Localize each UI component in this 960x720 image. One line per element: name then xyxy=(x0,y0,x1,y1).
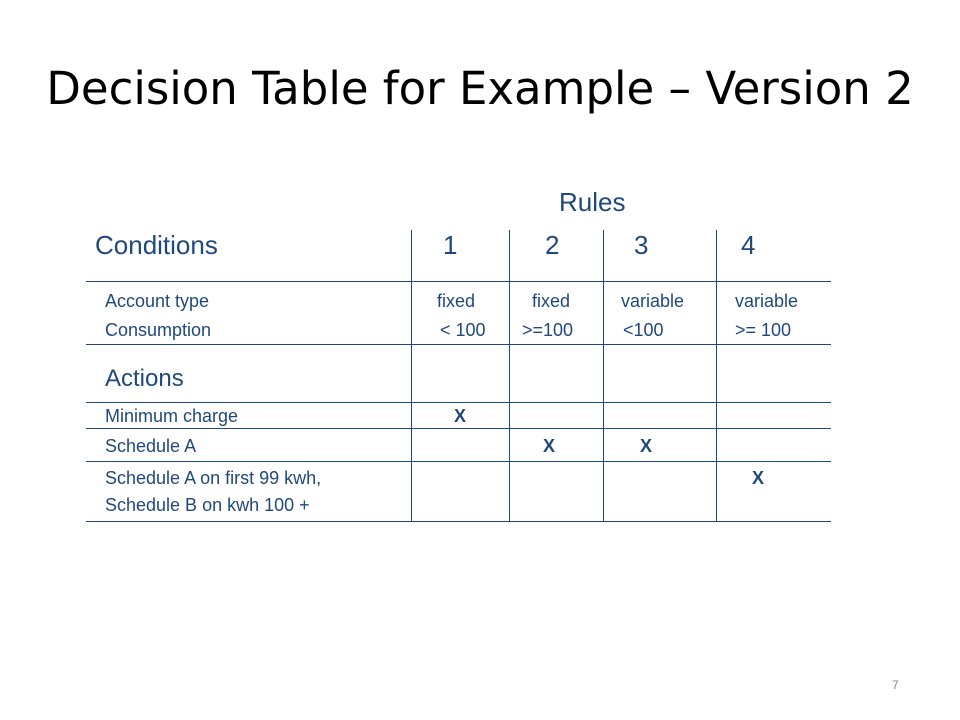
column-divider-2 xyxy=(509,230,510,522)
condition-value: <100 xyxy=(623,320,664,340)
conditions-heading: Conditions xyxy=(95,230,218,260)
divider-action-1 xyxy=(86,428,831,429)
condition-value: >=100 xyxy=(522,320,574,340)
slide-title: Decision Table for Example – Version 2 xyxy=(46,62,914,115)
column-divider-1 xyxy=(411,230,412,522)
action-label-minimum-charge: Minimum charge xyxy=(105,406,239,426)
rule-number-2: 2 xyxy=(545,230,560,260)
divider-header xyxy=(86,281,831,282)
condition-value: variable xyxy=(621,291,685,311)
condition-label-consumption: Consumption xyxy=(105,320,212,340)
divider-conditions xyxy=(86,344,831,345)
rule-number-1: 1 xyxy=(443,230,458,260)
condition-value: >= 100 xyxy=(735,320,792,340)
action-mark: X xyxy=(543,436,556,456)
rules-heading: Rules xyxy=(559,187,626,217)
divider-action-2 xyxy=(86,461,831,462)
action-label-schedule-a-b-line2: Schedule B on kwh 100 + xyxy=(105,495,310,515)
condition-value: variable xyxy=(735,291,799,311)
action-mark: X xyxy=(454,406,467,426)
condition-value: fixed xyxy=(532,291,571,311)
condition-value: < 100 xyxy=(440,320,486,340)
action-label-schedule-a: Schedule A xyxy=(105,436,197,456)
rule-number-3: 3 xyxy=(634,230,649,260)
divider-actions-header xyxy=(86,402,831,403)
column-divider-3 xyxy=(603,230,604,522)
rule-number-4: 4 xyxy=(741,230,756,260)
divider-bottom xyxy=(86,521,831,522)
actions-heading: Actions xyxy=(105,365,184,392)
action-mark: X xyxy=(752,468,765,488)
condition-value: fixed xyxy=(437,291,476,311)
action-mark: X xyxy=(640,436,653,456)
condition-label-account-type: Account type xyxy=(105,291,210,311)
column-divider-4 xyxy=(716,230,717,522)
action-label-schedule-a-b-line1: Schedule A on first 99 kwh, xyxy=(105,468,322,488)
page-number: 7 xyxy=(892,678,899,692)
